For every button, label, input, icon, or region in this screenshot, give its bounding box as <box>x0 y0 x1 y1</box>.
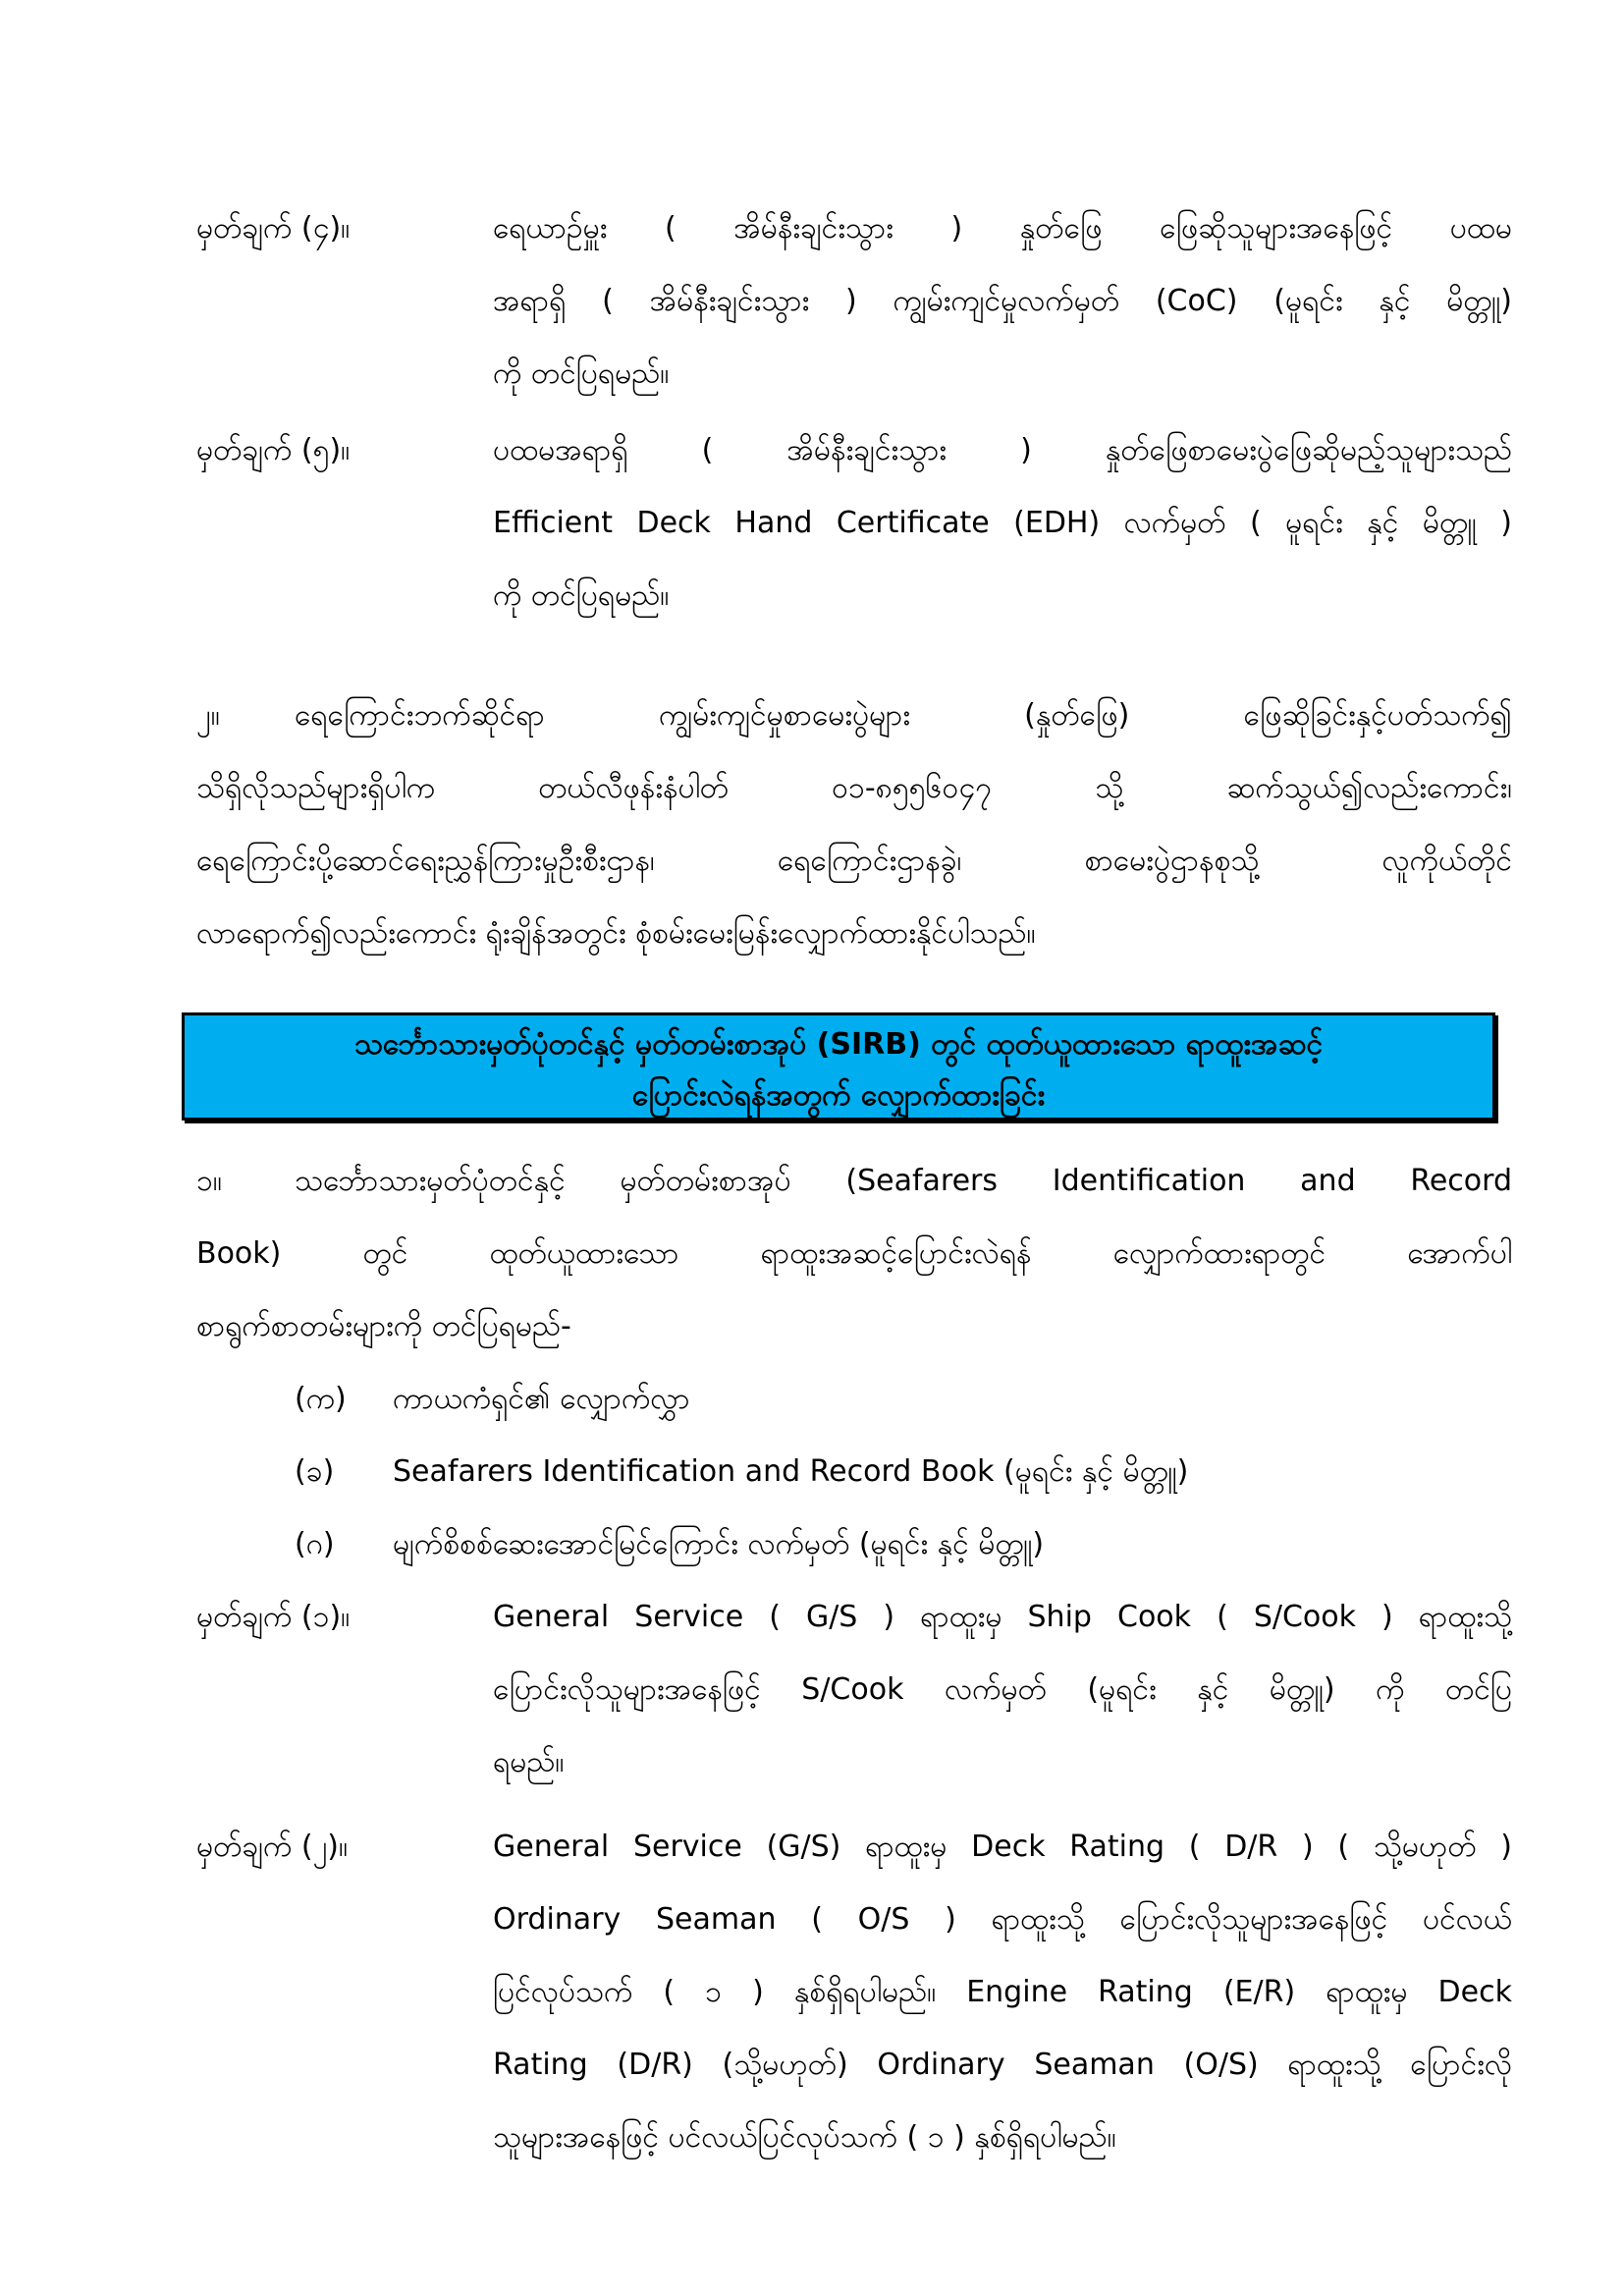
note-line: Ordinary Seaman ( O/S ) ရာထူးသို့ ပြောင်းလိုသူများအနေဖြင့် ပင်လယ် <box>493 1902 1512 1937</box>
note-body <box>493 1581 1512 1799</box>
paragraph-line <box>196 1145 1512 1218</box>
list-item <box>295 1508 1044 1581</box>
note-line: ပထမအရာရှိ ( အိမ်နီးချင်းသွား ) နှုတ်ဖြေစာမေးပွဲဖြေဆိုမည့်သူများသည် <box>493 433 1512 467</box>
list-marker: (က) <box>295 1382 347 1416</box>
paragraph-line: Book) တွင် ထုတ်ယူထားသော ရာထူးအဆင့်ပြောင်းလဲရန် လျှောက်ထားရာတွင် အောက်ပါ <box>196 1236 1512 1271</box>
note-line: သူများအနေဖြင့် ပင်လယ်ပြင်လုပ်သက် ( ၁ ) နှစ်ရှိရပါမည်။ <box>493 2120 1116 2155</box>
note-line: ရမည်။ <box>493 1745 565 1779</box>
note-line: General Service (G/S) ရာထူးမှ Deck Rating ( D/R ) ( သို့မဟုတ် ) <box>493 1830 1512 1864</box>
note-label: မှတ်ချက် (၅)။ <box>196 433 351 467</box>
note-line: ပြင်လုပ်သက် ( ၁ ) နှစ်ရှိရပါမည်။ Engine Rating (E/R) ရာထူးမှ Deck <box>493 1975 1512 2009</box>
section-heading-box <box>182 1012 1495 1121</box>
note-label: မှတ်ချက် (၁)။ <box>196 1600 351 1634</box>
paragraph-2 <box>196 680 1512 970</box>
paragraph-text: သင်္ဘောသားမှတ်ပုံတင်နှင့် မှတ်တမ်းစာအုပ် (Seafarers Identification and Record <box>295 1164 1512 1198</box>
list-marker: (ခ) <box>295 1454 335 1489</box>
list-text: မျက်စိစစ်ဆေးအောင်မြင်ကြောင်း လက်မှတ် (မူရင်း နှင့် မိတ္တူ) <box>393 1527 1045 1561</box>
list-text: Seafarers Identification and Record Book (မူရင်း နှင့် မိတ္တူ) <box>393 1454 1189 1489</box>
note-line: ရေယာဉ်မှူး ( အိမ်နီးချင်းသွား ) နှုတ်ဖြေ ဖြေဆိုသူများအနေဖြင့် ပထမ <box>493 211 1512 246</box>
section-heading-line-1: သင်္ဘောသားမှတ်ပုံတင်နှင့် မှတ်တမ်းစာအုပ် (SIRB) တွင် ထုတ်ယူထားသော ရာထူးအဆင့် <box>353 1027 1324 1062</box>
section-heading-line-2: ပြောင်းလဲရန်အတွက် လျှောက်ထားခြင်း <box>631 1078 1046 1113</box>
paragraph-1 <box>196 1145 1512 1363</box>
note-line: ကို တင်ပြရမည်။ <box>493 356 670 391</box>
note-line: အရာရှိ ( အိမ်နီးချင်းသွား ) ကျွမ်းကျင်မှုလက်မှတ် (CoC) (မူရင်း နှင့် မိတ္တူ) <box>493 284 1512 318</box>
paragraph-line: သိရှိလိုသည်များရှိပါက တယ်လီဖုန်းနံပါတ် ၀၁-၈၅၅၆၀၄၇ သို့ ဆက်သွယ်၍လည်းကောင်း၊ <box>196 771 1512 805</box>
list-marker: (ဂ) <box>295 1527 335 1561</box>
list-item <box>295 1436 1188 1508</box>
note-line: ကို တင်ပြရမည်။ <box>493 578 670 613</box>
note-body <box>493 1811 1512 2174</box>
note-body <box>493 414 1512 632</box>
paragraph-line: စာရွက်စာတမ်းများကို တင်ပြရမည်- <box>196 1309 571 1343</box>
paragraph-line: ရေကြောင်းပို့ဆောင်ရေးညွှန်ကြားမှုဦးစီးဌာန၊ ရေကြောင်းဌာနခွဲ၊ စာမေးပွဲဌာနစုသို့ လူကိုယ်တိုင် <box>196 844 1512 878</box>
paragraph-line: လာရောက်၍လည်းကောင်း ရုံးချိန်အတွင်း စုံစမ်းမေးမြန်းလျှောက်ထားနိုင်ပါသည်။ <box>196 916 1036 951</box>
note-line: General Service ( G/S ) ရာထူးမှ Ship Cook ( S/Cook ) ရာထူးသို့ <box>493 1600 1512 1634</box>
list-item <box>295 1363 690 1436</box>
note-line: Rating (D/R) (သို့မဟုတ်) Ordinary Seaman (O/S) ရာထူးသို့ ပြောင်းလို <box>493 2048 1512 2082</box>
note-line: Efficient Deck Hand Certificate (EDH) လက်မှတ် ( မူရင်း နှင့် မိတ္တူ ) <box>493 506 1512 540</box>
note-label: မှတ်ချက် (၂)။ <box>196 1830 349 1864</box>
note-body <box>493 192 1512 410</box>
note-label: မှတ်ချက် (၄)။ <box>196 211 351 246</box>
paragraph-line <box>196 680 1512 752</box>
paragraph-number: ၁။ <box>196 1164 222 1198</box>
paragraph-number: ၂။ <box>196 698 220 733</box>
list-text: ကာယကံရှင်၏ လျှောက်လွှာ <box>393 1382 690 1416</box>
paragraph-text: ရေကြောင်းဘက်ဆိုင်ရာ ကျွမ်းကျင်မှုစာမေးပွဲများ (နှုတ်ဖြေ) ဖြေဆိုခြင်းနှင့်ပတ်သက်၍ <box>295 698 1512 733</box>
note-line: ပြောင်းလိုသူများအနေဖြင့် S/Cook လက်မှတ် (မူရင်း နှင့် မိတ္တူ) ကို တင်ပြ <box>493 1672 1512 1707</box>
